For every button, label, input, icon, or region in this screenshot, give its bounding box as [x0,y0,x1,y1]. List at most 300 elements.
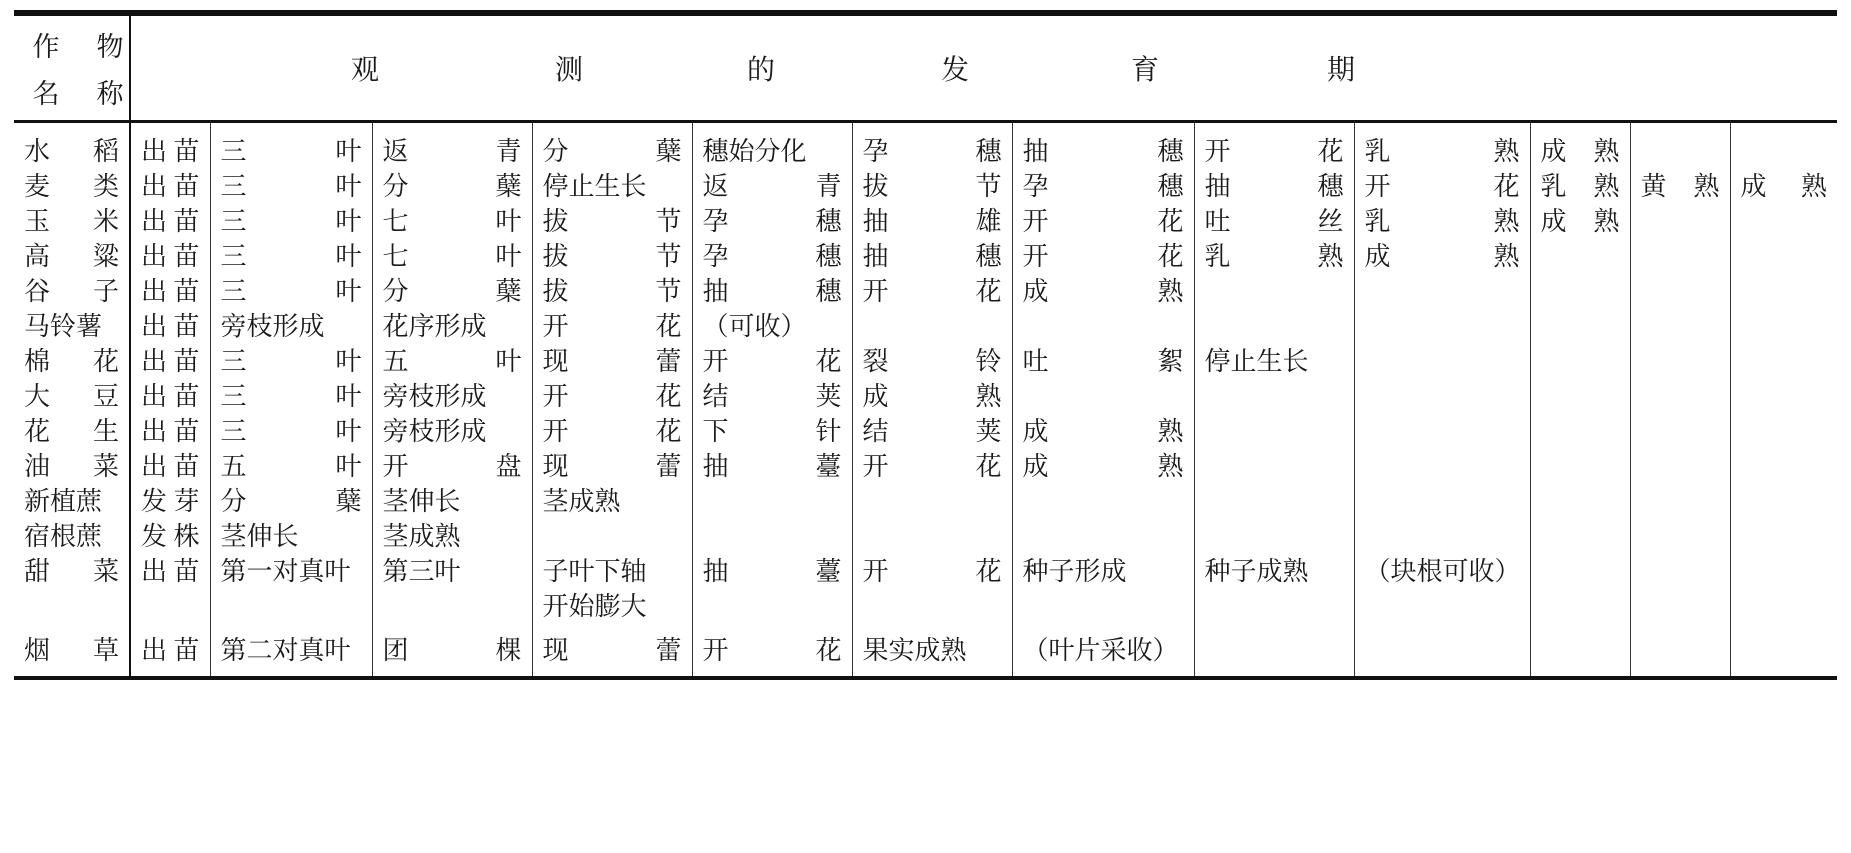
stage-cell [1012,345,1194,380]
spread-char: 类 [92,171,119,202]
spread-char: 熟 [1593,171,1620,202]
spread-char: 青 [495,136,522,167]
stage-cell [130,121,210,170]
spread-text [863,415,1002,450]
stage-cell [1354,170,1530,205]
spread-char: 熟 [1493,241,1520,272]
stage-cell [852,485,1012,520]
stage-cell [372,275,532,310]
stage-cell [210,121,372,170]
stage-cell [692,415,852,450]
stage-cell: 花序形成 [372,310,532,345]
spread-text [141,205,200,240]
spread-char: 抽 [1204,171,1231,202]
spread-text [703,415,842,450]
stage-cell [1194,275,1354,310]
spread-char: 吐 [1204,206,1231,237]
stage-cell [1354,240,1530,275]
stage-cell [532,415,692,450]
spread-text [141,240,200,275]
spread-text [703,555,842,590]
spread-char: 花 [24,416,51,447]
spread-char: 出 [141,241,168,272]
stage-cell [1354,415,1530,450]
spread-text [1023,415,1184,450]
spread-text [1741,170,1828,205]
spread-char: 下 [702,416,729,447]
stage-cell [130,590,210,634]
stage-cell [1530,275,1630,310]
spread-char: 开 [862,451,889,482]
spread-char: 抽 [702,556,729,587]
spread-char: 苗 [173,635,200,666]
spread-char: 现 [542,451,569,482]
stage-title-header [130,13,1837,121]
stage-cell [372,450,532,485]
stage-cell: 种子形成 [1012,555,1194,590]
stage-title-char: 育 [1131,52,1160,86]
stage-cell [852,380,1012,415]
spread-text [221,485,362,520]
spread-char: 现 [542,635,569,666]
spread-text [1541,205,1620,240]
spread-text [141,310,200,345]
spread-text [383,275,522,310]
spread-char: 棵 [495,635,522,666]
spread-char: 返 [382,136,409,167]
stage-cell [1730,485,1837,520]
stage-cell [852,205,1012,240]
spread-char: 乳 [1204,241,1231,272]
stage-cell [1730,450,1837,485]
stage-cell: （块根可收） [1354,555,1530,590]
spread-char: 成 [1364,241,1391,272]
stage-cell [1354,345,1530,380]
spread-char: 叶 [335,346,362,377]
header-char: 作 [32,31,60,63]
spread-char: 乳 [1364,206,1391,237]
spread-text [1023,135,1184,170]
stage-cell [1730,380,1837,415]
table-row [14,450,1837,485]
spread-char: 成 [1022,451,1049,482]
spread-text [1023,345,1184,380]
crop-name-cell [14,275,130,310]
spread-char: 玉 [24,206,51,237]
spread-char: 熟 [1493,206,1520,237]
crop-name-cell [14,170,130,205]
spread-text [703,275,842,310]
spread-text [543,380,682,415]
stage-cell [852,555,1012,590]
crop-name-cell [14,205,130,240]
stage-cell [692,555,852,590]
spread-char: 叶 [335,241,362,272]
phenology-table [14,10,1837,680]
stage-cell [210,240,372,275]
spread-char: 熟 [1493,136,1520,167]
spread-text [863,135,1002,170]
spread-text [863,380,1002,415]
stage-cell: 旁枝形成 [372,380,532,415]
stage-cell [1530,240,1630,275]
spread-text [1023,450,1184,485]
stage-cell [1012,450,1194,485]
stage-cell [210,170,372,205]
spread-char: 花 [975,451,1002,482]
stage-cell [1012,485,1194,520]
stage-cell [372,170,532,205]
stage-cell [1530,205,1630,240]
spread-char: 成 [1022,416,1049,447]
stage-cell [1530,345,1630,380]
stage-cell [1730,590,1837,634]
spread-char: 出 [141,556,168,587]
stage-cell [1194,415,1354,450]
spread-char: 苗 [173,416,200,447]
spread-char: 穗 [1317,171,1344,202]
stage-cell [532,121,692,170]
spread-char: 荚 [815,381,842,412]
stage-cell [532,634,692,678]
spread-text [24,555,119,590]
spread-char: 拔 [542,276,569,307]
spread-text [1205,240,1344,275]
spread-char: 子 [92,276,119,307]
spread-text [24,415,119,450]
stage-cell [1730,121,1837,170]
spread-char: 结 [702,381,729,412]
stage-cell [1630,555,1730,590]
spread-text [221,135,362,170]
spread-text [1365,170,1520,205]
stage-cell [852,240,1012,275]
spread-text [221,415,362,450]
stage-cell: 开始膨大 [532,590,692,634]
table-row [14,634,1837,678]
spread-text [221,450,362,485]
stage-cell [1630,450,1730,485]
stage-title-char: 的 [747,52,776,86]
spread-char: 雄 [975,206,1002,237]
table-row [14,205,1837,240]
spread-char: 孕 [1022,171,1049,202]
stage-cell: 停止生长 [1194,345,1354,380]
stage-cell: 子叶下轴 [532,555,692,590]
crop-name-cell [14,345,130,380]
spread-char: 乳 [1364,136,1391,167]
spread-text [863,450,1002,485]
spread-text [1023,240,1184,275]
spread-char: 芽 [173,486,200,517]
spread-char: 分 [382,276,409,307]
stage-cell [130,415,210,450]
spread-char: 开 [542,311,569,342]
stage-cell [1530,310,1630,345]
spread-text [1365,135,1520,170]
stage-cell [1012,590,1194,634]
spread-char: 叶 [495,241,522,272]
spread-char: 抽 [702,451,729,482]
spread-char: 菜 [92,451,119,482]
stage-cell [1530,520,1630,555]
stage-cell [1730,240,1837,275]
spread-char: 叶 [335,206,362,237]
spread-char: 现 [542,346,569,377]
spread-char: 花 [655,311,682,342]
stage-cell [1630,415,1730,450]
stage-cell [1630,520,1730,555]
stage-cell [532,380,692,415]
spread-char: 苗 [173,171,200,202]
spread-text [383,634,522,669]
spread-text [24,380,119,415]
table-row [14,380,1837,415]
spread-text [24,634,119,669]
crop-name-cell [14,380,130,415]
spread-char: 大 [24,381,51,412]
spread-text [1365,205,1520,240]
stage-cell: 茎伸长 [210,520,372,555]
spread-char: 穗 [815,241,842,272]
spread-char: 铃 [975,346,1002,377]
crop-name-cell [14,555,130,590]
stage-cell: 茎成熟 [532,485,692,520]
spread-char: 抽 [1022,136,1049,167]
stage-cell [130,555,210,590]
spread-char: 蘖 [335,486,362,517]
spread-char: 出 [141,416,168,447]
spread-char: 苗 [173,206,200,237]
stage-cell [1012,310,1194,345]
spread-char: 团 [382,635,409,666]
spread-char: 出 [141,381,168,412]
stage-cell [130,450,210,485]
spread-text [863,170,1002,205]
spread-char: 三 [220,206,247,237]
spread-char: 穗 [975,136,1002,167]
spread-text [1541,135,1620,170]
stage-cell [692,485,852,520]
spread-text [141,170,200,205]
spread-char: 蕾 [655,346,682,377]
stage-cell [692,450,852,485]
spread-char: 花 [655,381,682,412]
spread-char: 孕 [702,206,729,237]
spread-char: 苗 [173,346,200,377]
spread-char: 苗 [173,136,200,167]
crop-name-cell [14,450,130,485]
spread-char: 叶 [335,171,362,202]
header-row [14,13,1837,121]
spread-char: 成 [862,381,889,412]
spread-char: 七 [382,206,409,237]
stage-cell [852,345,1012,380]
stage-cell [1530,415,1630,450]
spread-char: 豆 [92,381,119,412]
stage-cell [210,415,372,450]
stage-cell [1530,634,1630,678]
spread-char: 成 [1540,206,1567,237]
spread-char: 分 [542,136,569,167]
spread-char: 叶 [335,381,362,412]
spread-text [383,450,522,485]
spread-char: 乳 [1540,171,1567,202]
spread-text [1365,240,1520,275]
stage-cell [532,310,692,345]
spread-char: 三 [220,136,247,167]
spread-char: 出 [141,171,168,202]
spread-char: 盘 [495,451,522,482]
spread-text [863,555,1002,590]
spread-char: 叶 [335,136,362,167]
stage-cell [1354,634,1530,678]
spread-char: 花 [1157,241,1184,272]
spread-text [863,240,1002,275]
stage-cell [1630,240,1730,275]
stage-cell [692,520,852,555]
table-row [14,590,1837,634]
spread-char: 拔 [542,206,569,237]
spread-text [863,205,1002,240]
table-row [14,555,1837,590]
spread-char: 节 [655,241,682,272]
spread-text [1205,135,1344,170]
crop-name-cell: 马铃薯 [14,310,130,345]
stage-cell [1194,170,1354,205]
spread-text [703,380,842,415]
stage-cell [692,590,852,634]
spread-char: 三 [220,416,247,447]
spread-text [141,135,200,170]
stage-title-char: 发 [941,52,970,86]
spread-text [221,240,362,275]
stage-cell [1194,485,1354,520]
spread-text [383,240,522,275]
stage-cell [1354,590,1530,634]
spread-char: 蘖 [495,171,522,202]
spread-char: 开 [382,451,409,482]
spread-char: 开 [862,556,889,587]
spread-text [383,170,522,205]
stage-cell [1194,380,1354,415]
spread-char: 蘖 [495,276,522,307]
spread-char: 开 [1204,136,1231,167]
spread-char: 薹 [815,556,842,587]
stage-cell: （叶片采收） [1012,634,1194,678]
stage-cell: 茎成熟 [372,520,532,555]
stage-cell [210,485,372,520]
spread-text [863,275,1002,310]
stage-cell [1730,205,1837,240]
spread-char: 花 [815,635,842,666]
stage-cell [1012,520,1194,555]
spread-char: 发 [141,486,168,517]
spread-char: 苗 [173,381,200,412]
spread-char: 株 [173,521,200,552]
stage-cell [532,240,692,275]
stage-cell [1354,520,1530,555]
stage-cell [210,380,372,415]
crop-name-cell [14,121,130,170]
stage-cell [1730,345,1837,380]
stage-cell [852,310,1012,345]
stage-cell: 果实成熟 [852,634,1012,678]
spread-text [24,170,119,205]
stage-cell [1354,380,1530,415]
spread-char: 草 [92,635,119,666]
spread-char: 高 [24,241,51,272]
spread-char: 穗 [815,206,842,237]
spread-char: 节 [655,206,682,237]
spread-char: 发 [141,521,168,552]
stage-cell: 停止生长 [532,170,692,205]
stage-cell: 穗始分化 [692,121,852,170]
stage-cell [1630,380,1730,415]
spread-char: 花 [655,416,682,447]
stage-cell [372,121,532,170]
spread-char: 丝 [1317,206,1344,237]
spread-text [383,205,522,240]
stage-cell [1012,170,1194,205]
spread-char: 五 [382,346,409,377]
crop-name-cell [14,590,130,634]
stage-cell [692,170,852,205]
table-row [14,240,1837,275]
spread-text [221,170,362,205]
stage-cell [210,205,372,240]
spread-char: 开 [1022,241,1049,272]
stage-cell [1354,121,1530,170]
spread-char: 穗 [1157,171,1184,202]
table-row [14,275,1837,310]
spread-char: 絮 [1157,346,1184,377]
spread-char: 叶 [495,346,522,377]
spread-char: 水 [24,136,51,167]
spread-text [141,275,200,310]
spread-text [141,415,200,450]
spread-char: 出 [141,276,168,307]
spread-text [543,345,682,380]
spread-char: 蕾 [655,451,682,482]
spread-char: 孕 [862,136,889,167]
stage-cell [130,240,210,275]
stage-cell [1530,380,1630,415]
spread-text [543,275,682,310]
spread-char: 出 [141,311,168,342]
spread-char: 熟 [1317,241,1344,272]
spread-char: 裂 [862,346,889,377]
stage-cell [1630,590,1730,634]
crop-name-cell [14,415,130,450]
spread-char: 七 [382,241,409,272]
stage-cell [372,240,532,275]
stage-cell: 第一对真叶 [210,555,372,590]
spread-char: 熟 [1157,451,1184,482]
spread-text [221,275,362,310]
spread-text [24,205,119,240]
spread-char: 出 [141,451,168,482]
stage-cell [1630,205,1730,240]
stage-cell [692,275,852,310]
spread-text [24,240,119,275]
stage-cell [1012,380,1194,415]
stage-cell [1630,634,1730,678]
spread-char: 返 [702,171,729,202]
spread-text [1023,205,1184,240]
spread-char: 抽 [862,206,889,237]
spread-char: 拔 [862,171,889,202]
